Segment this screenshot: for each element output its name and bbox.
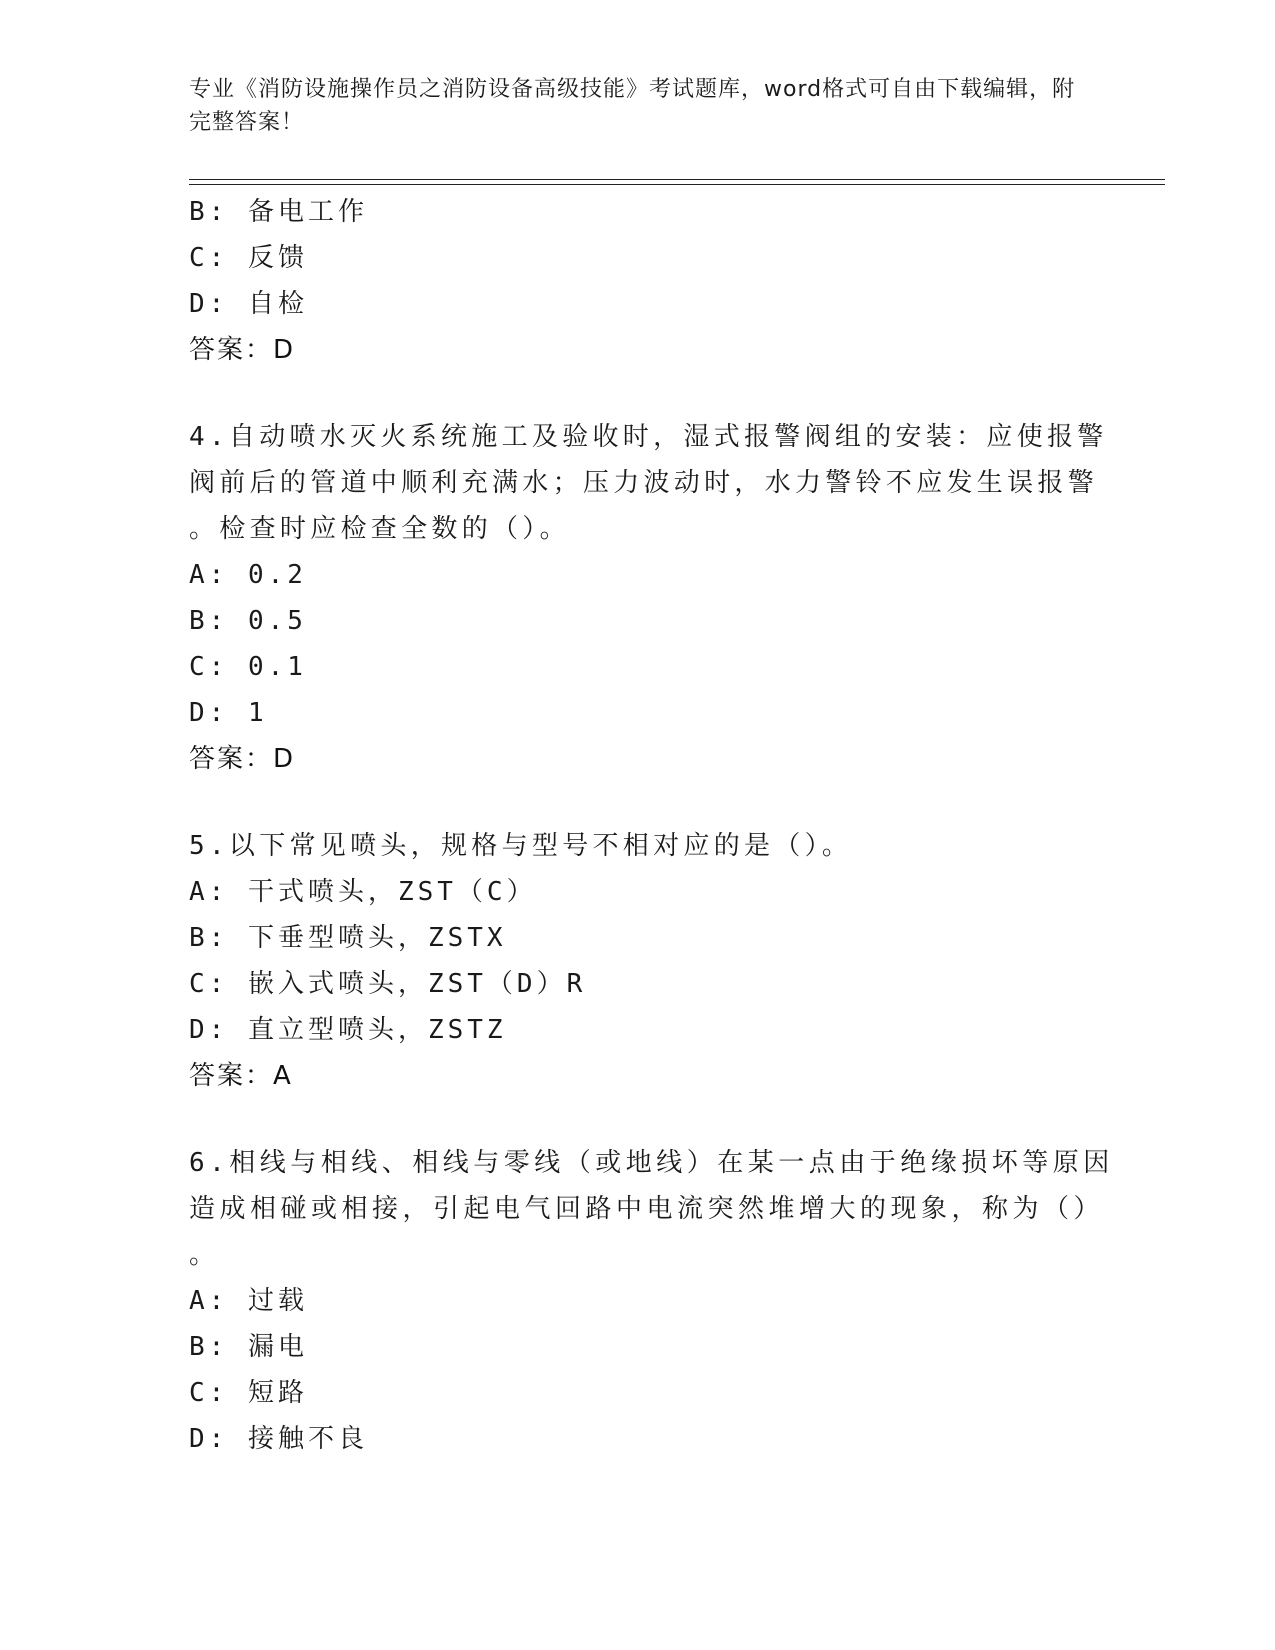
option-b: B: 0.5 bbox=[189, 606, 307, 636]
option-c: C: 0.1 bbox=[189, 652, 307, 682]
option-a: A: 干式喷头，ZST（C） bbox=[189, 877, 537, 907]
question-5 bbox=[189, 823, 1069, 1099]
question-text-line: 5.以下常见喷头，规格与型号不相对应的是（）。 bbox=[189, 831, 853, 861]
option-b: B: 漏电 bbox=[189, 1332, 308, 1362]
answer-line: 答案：D bbox=[189, 335, 296, 365]
header-divider-bottom bbox=[189, 184, 1165, 185]
question-text-line: 6.相线与相线、相线与零线（或地线）在某一点由于绝缘损坏等原因 bbox=[189, 1148, 1114, 1178]
question-list bbox=[189, 189, 1114, 1462]
answer-line: 答案：A bbox=[189, 1061, 293, 1091]
question-text-line: 造成相碰或相接，引起电气回路中电流突然堆增大的现象，称为（） bbox=[189, 1194, 1105, 1224]
spacer bbox=[189, 782, 1069, 823]
option-b: B: 备电工作 bbox=[189, 197, 368, 227]
spacer bbox=[189, 373, 1069, 414]
question-3 bbox=[189, 189, 1069, 373]
option-d: D: 1 bbox=[189, 698, 268, 728]
option-a: A: 0.2 bbox=[189, 560, 307, 590]
question-text-line: 阀前后的管道中顺利充满水；压力波动时，水力警铃不应发生误报警 bbox=[189, 468, 1099, 498]
question-text-line: 。 bbox=[189, 1240, 220, 1270]
question-text-line: 。检查时应检查全数的（）。 bbox=[189, 514, 570, 544]
question-6 bbox=[189, 1140, 1114, 1462]
option-a: A: 过载 bbox=[189, 1286, 308, 1316]
option-d: D: 自检 bbox=[189, 289, 308, 319]
document-header: 专业《消防设施操作员之消防设备高级技能》考试题库，word格式可自由下载编辑，附完整答案！ bbox=[189, 77, 1076, 135]
option-d: D: 接触不良 bbox=[189, 1424, 368, 1454]
option-c: C: 短路 bbox=[189, 1378, 308, 1408]
option-c: C: 反馈 bbox=[189, 243, 308, 273]
header-divider-top bbox=[189, 179, 1165, 180]
option-d: D: 直立型喷头，ZSTZ bbox=[189, 1015, 507, 1045]
question-4 bbox=[189, 414, 1108, 782]
option-b: B: 下垂型喷头，ZSTX bbox=[189, 923, 507, 953]
spacer bbox=[189, 1099, 1069, 1140]
option-c: C: 嵌入式喷头，ZST（D）R bbox=[189, 969, 587, 999]
answer-line: 答案：D bbox=[189, 744, 296, 774]
question-text-line: 4.自动喷水灭火系统施工及验收时，湿式报警阀组的安装：应使报警 bbox=[189, 422, 1108, 452]
